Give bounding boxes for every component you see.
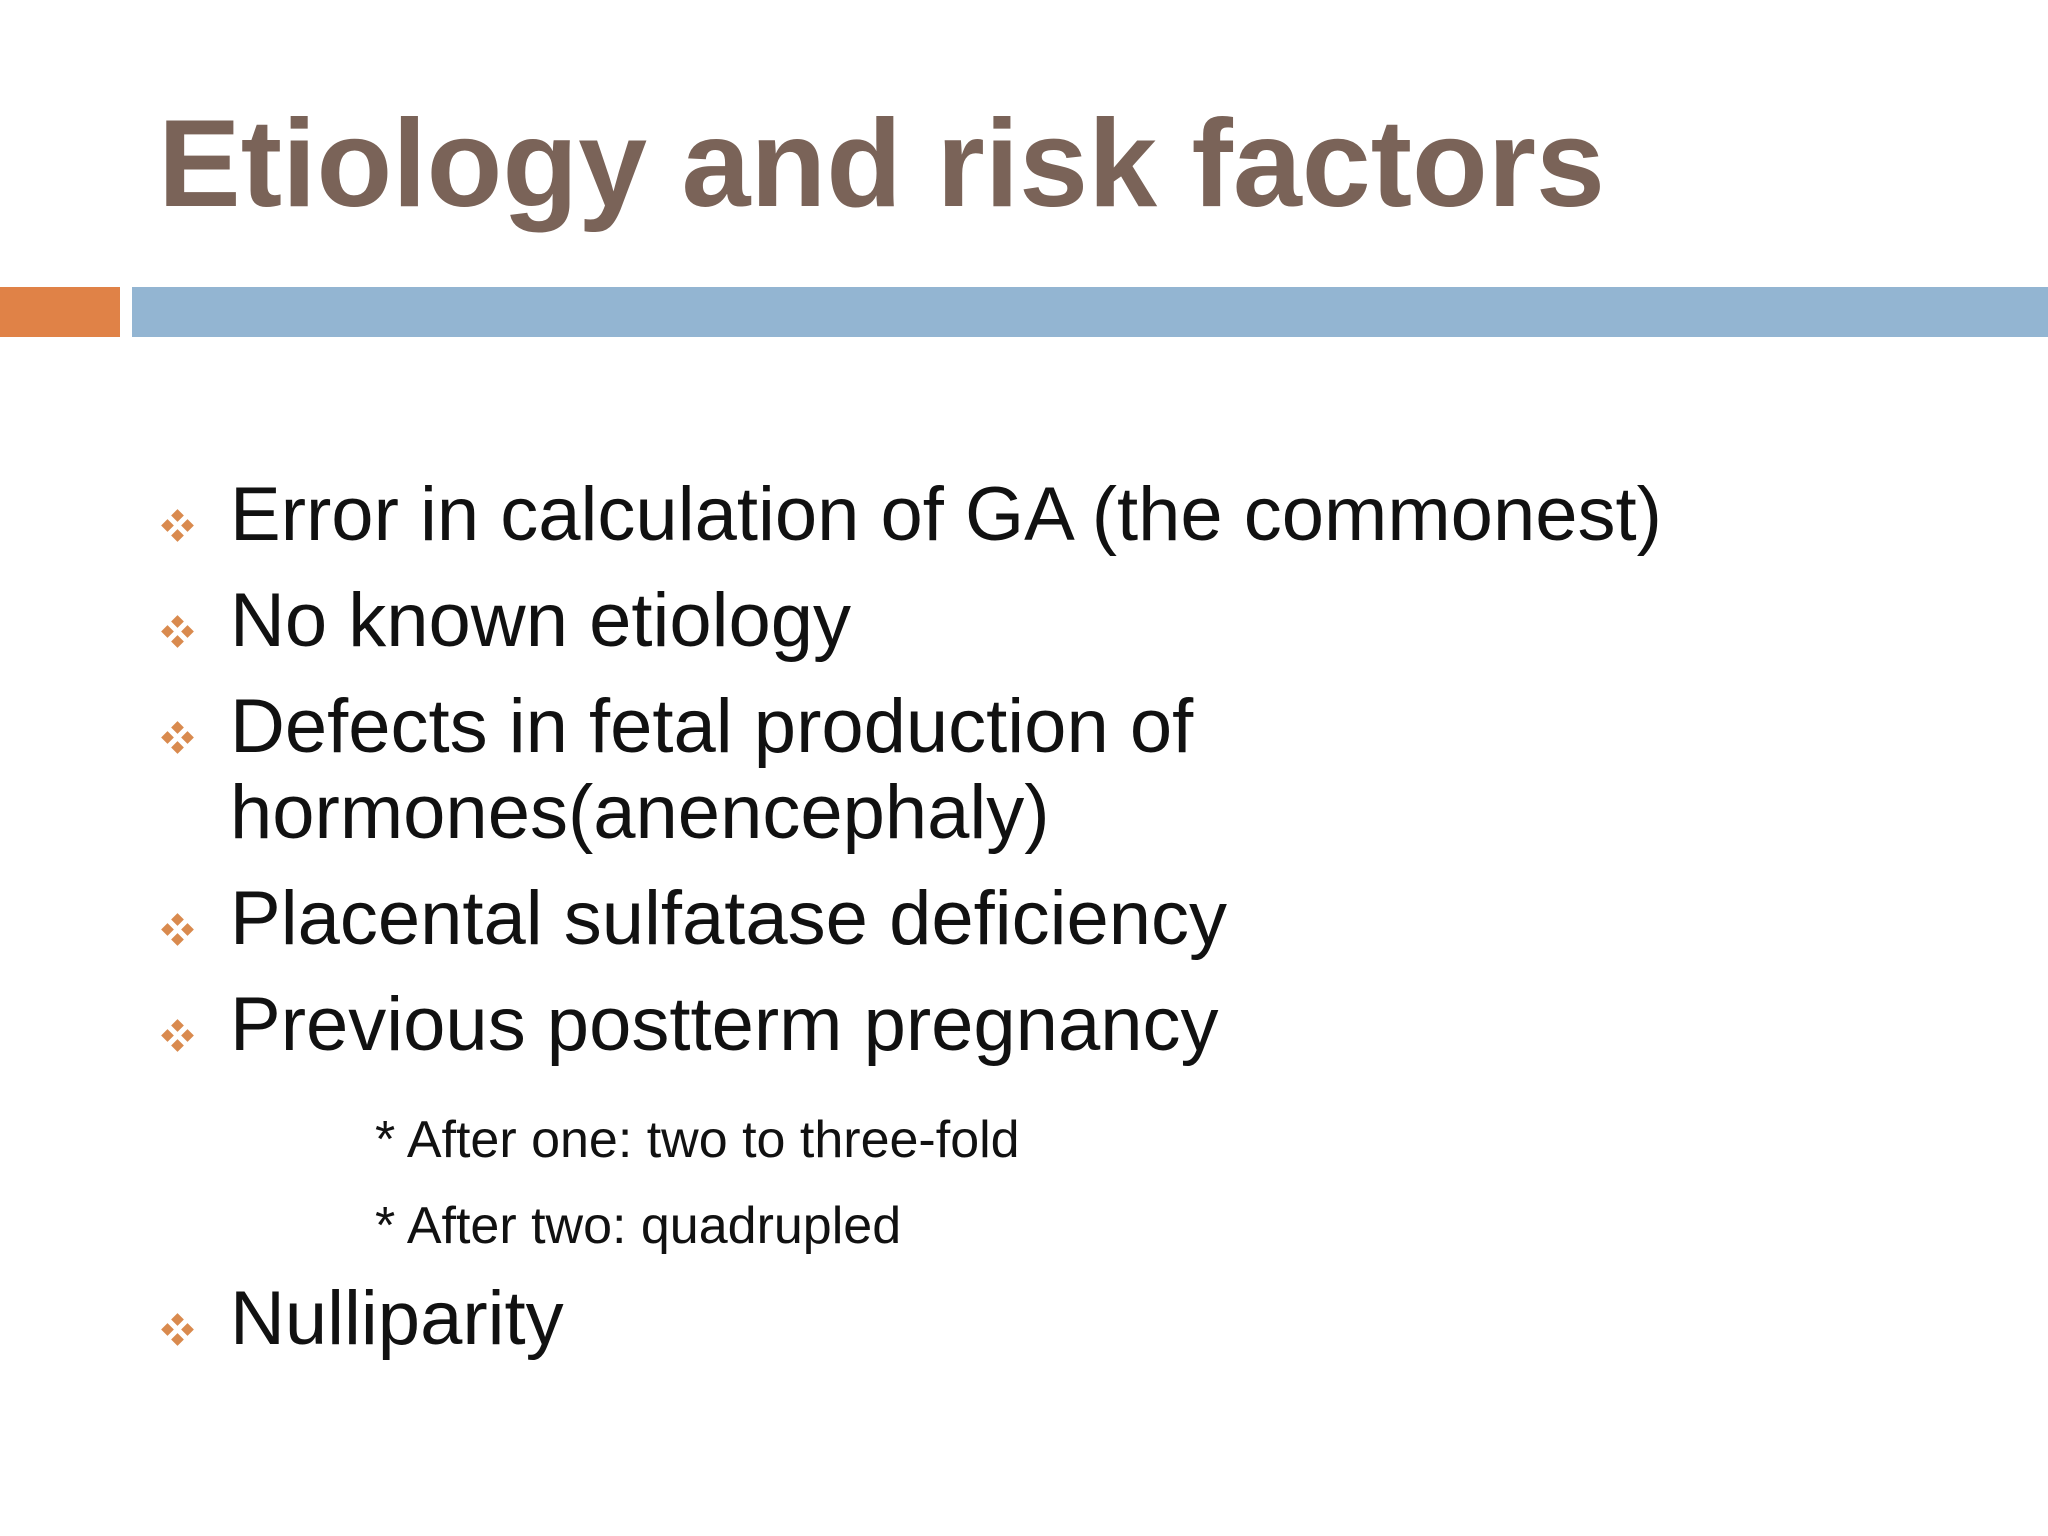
- blue-accent-bar: [132, 287, 2048, 337]
- list-item: No known etiology: [230, 578, 852, 663]
- diamond-cluster-icon: [160, 508, 196, 544]
- diamond-cluster-icon: [160, 1018, 196, 1054]
- list-item: Nulliparity: [230, 1276, 564, 1361]
- list-item: Error in calculation of GA (the commonest): [230, 472, 1662, 557]
- sub-list-item: * After one: two to three-fold: [375, 1111, 1020, 1169]
- diamond-cluster-icon: [160, 720, 196, 756]
- list-item: Previous postterm pregnancy: [230, 982, 1219, 1067]
- list-item-line-2: hormones(anencephaly): [230, 770, 1050, 855]
- sub-list-item: * After two: quadrupled: [375, 1197, 902, 1255]
- list-item-line-1: Defects in fetal production of: [230, 684, 1194, 769]
- diamond-cluster-icon: [160, 614, 196, 650]
- list-item: Placental sulfatase deficiency: [230, 876, 1228, 961]
- diamond-cluster-icon: [160, 1312, 196, 1348]
- diamond-cluster-icon: [160, 912, 196, 948]
- orange-accent-bar: [0, 287, 120, 337]
- slide-title: Etiology and risk factors: [158, 95, 1606, 233]
